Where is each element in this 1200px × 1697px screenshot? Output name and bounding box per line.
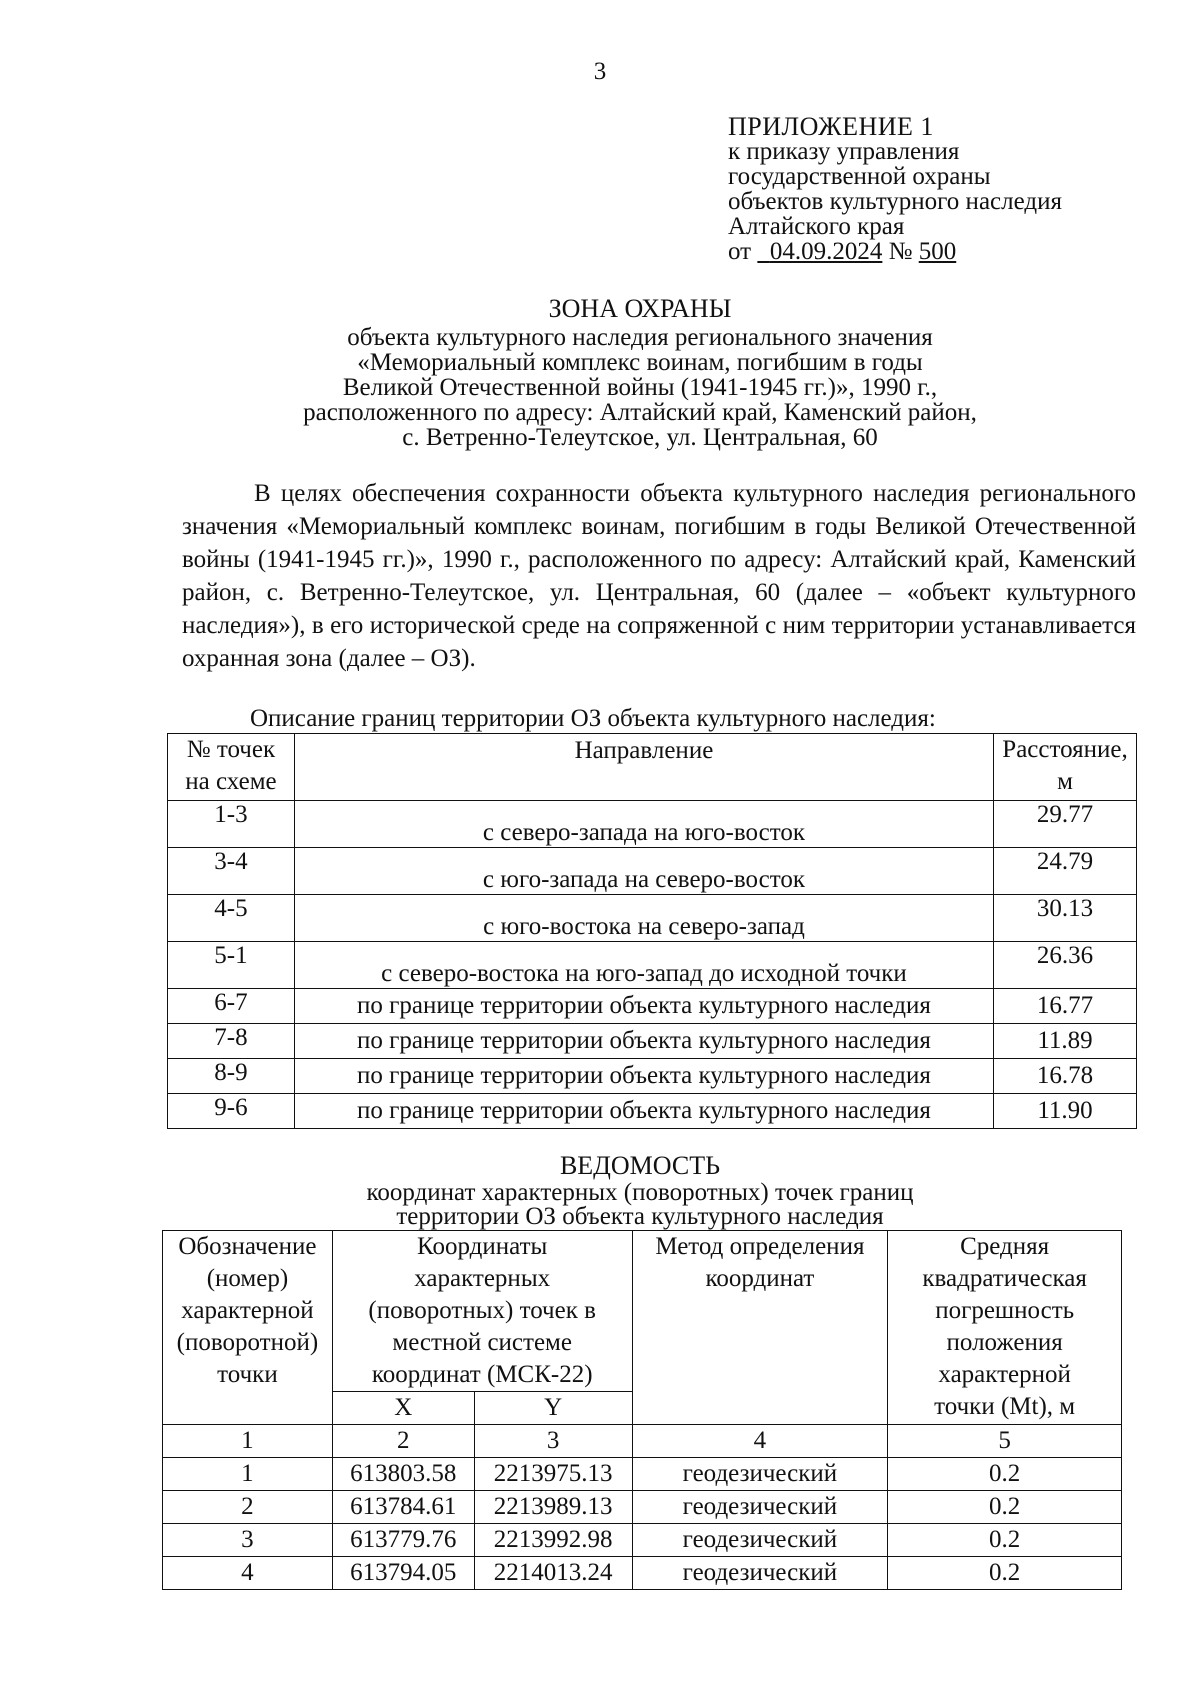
zone-line: расположенного по адресу: Алтайский край, Каменский район,: [303, 399, 977, 426]
body-paragraph: В целях обеспечения сохранности объекта культурного наследия регионального значения «Мемориальный комплекс воинам, погибшим в годы Великой Отечественной войны (1941-1945 гг.)», 1990 г., расположенного по адресу: Алтайский край, Каменский район, с. Ветренно-Телеутское, ул. Центральная, 60 (далее – «объект культурного наследия»), в его исторической среде на сопряженной с ним территории устанавливается охранная зона (далее – ОЗ).: [182, 480, 1136, 672]
coordinates-table: [162, 1230, 1122, 1590]
column-number: 5: [888, 1425, 1122, 1458]
row-distance: 26.36: [994, 942, 1137, 989]
table-row: [168, 1024, 1137, 1059]
header-y: Y: [474, 1392, 632, 1425]
row-method: геодезический: [632, 1491, 888, 1524]
row-points: 8-9: [168, 1059, 295, 1094]
row-points: 6-7: [168, 989, 295, 1024]
row-y: 2213989.13: [474, 1491, 632, 1524]
vedomost-title-block: [180, 1151, 1100, 1230]
row-error: 0.2: [888, 1524, 1122, 1557]
row-error: 0.2: [888, 1557, 1122, 1590]
appendix-date-line: [728, 239, 1148, 264]
appendix-header: [728, 114, 1148, 264]
appendix-line: Алтайского края: [728, 213, 905, 240]
row-error: 0.2: [888, 1458, 1122, 1491]
row-distance: 11.89: [994, 1024, 1137, 1059]
row-points: 9-6: [168, 1094, 295, 1129]
row-points: 5-1: [168, 942, 295, 989]
row-direction: с северо-востока на юго-запад до исходной точки: [294, 942, 993, 989]
number-label: №: [888, 238, 913, 265]
row-x: 613803.58: [332, 1458, 474, 1491]
order-date: 04.09.2024: [769, 238, 883, 265]
row-direction: по границе территории объекта культурного наследия: [294, 1024, 993, 1059]
row-point: 3: [163, 1524, 333, 1557]
row-distance: 16.77: [994, 989, 1137, 1024]
row-method: геодезический: [632, 1557, 888, 1590]
row-distance: 24.79: [994, 848, 1137, 895]
header-direction: Направление: [294, 734, 993, 801]
row-direction: по границе территории объекта культурного наследия: [294, 989, 993, 1024]
table-row: [163, 1458, 1122, 1491]
row-direction: по границе территории объекта культурного наследия: [294, 1059, 993, 1094]
table-row: [163, 1557, 1122, 1590]
appendix-title: ПРИЛОЖЕНИЕ 1: [728, 112, 934, 141]
row-y: 2214013.24: [474, 1557, 632, 1590]
row-method: геодезический: [632, 1458, 888, 1491]
row-y: 2213992.98: [474, 1524, 632, 1557]
zone-line: «Мемориальный комплекс воинам, погибшим в годы: [357, 349, 923, 376]
boundaries-table: [167, 733, 1137, 1129]
table-numbering-row: [163, 1425, 1122, 1458]
row-point: 1: [163, 1458, 333, 1491]
row-error: 0.2: [888, 1491, 1122, 1524]
row-distance: 11.90: [994, 1094, 1137, 1129]
zone-heading: ЗОНА ОХРАНЫ: [548, 294, 732, 323]
vedomost-line: территории ОЗ объекта культурного наследия: [396, 1203, 884, 1230]
table-row: [168, 895, 1137, 942]
header-coordinates: Координаты характерных (поворотных) точек в местной системе координат (МСК-22): [332, 1231, 632, 1392]
table-row: [163, 1491, 1122, 1524]
header-method: Метод определения координат: [632, 1231, 888, 1425]
row-points: 7-8: [168, 1024, 295, 1059]
row-distance: 30.13: [994, 895, 1137, 942]
zone-line: с. Ветренно-Телеутское, ул. Центральная, 60: [402, 424, 878, 451]
table-row: [168, 989, 1137, 1024]
column-number: 4: [632, 1425, 888, 1458]
row-direction: с северо-запада на юго-восток: [294, 801, 993, 848]
table-header-row: [168, 734, 1137, 801]
row-distance: 29.77: [994, 801, 1137, 848]
column-number: 3: [474, 1425, 632, 1458]
vedomost-line: координат характерных (поворотных) точек границ: [366, 1179, 914, 1206]
from-label: от: [728, 238, 752, 265]
row-x: 613784.61: [332, 1491, 474, 1524]
column-number: 2: [332, 1425, 474, 1458]
table-header-row: [163, 1231, 1122, 1392]
row-direction: по границе территории объекта культурного наследия: [294, 1094, 993, 1129]
table-row: [168, 1059, 1137, 1094]
zone-line: Великой Отечественной войны (1941-1945 гг.)», 1990 г.,: [342, 374, 938, 401]
header-distance: Расстояние, м: [994, 734, 1137, 801]
header-x: X: [332, 1392, 474, 1425]
row-point: 4: [163, 1557, 333, 1590]
table-row: [163, 1524, 1122, 1557]
header-error: Средняя квадратическая погрешность положения характерной точки (Mt), м: [888, 1231, 1122, 1425]
table-row: [168, 848, 1137, 895]
table-row: [168, 942, 1137, 989]
row-y: 2213975.13: [474, 1458, 632, 1491]
header-points: № точек на схеме: [168, 734, 295, 801]
column-number: 1: [163, 1425, 333, 1458]
row-distance: 16.78: [994, 1059, 1137, 1094]
zone-line: объекта культурного наследия регионального значения: [347, 324, 933, 351]
row-x: 613779.76: [332, 1524, 474, 1557]
row-points: 3-4: [168, 848, 295, 895]
page-number: 3: [593, 58, 607, 85]
row-x: 613794.05: [332, 1557, 474, 1590]
row-points: 4-5: [168, 895, 295, 942]
table-row: [168, 1094, 1137, 1129]
appendix-line: государственной охраны: [728, 163, 991, 190]
header-designation: Обозначение (номер) характерной (поворотной) точки: [163, 1231, 333, 1425]
zone-title-block: [180, 296, 1100, 450]
vedomost-heading: ВЕДОМОСТЬ: [559, 1151, 721, 1180]
boundaries-table-caption: Описание границ территории ОЗ объекта культурного наследия:: [250, 705, 936, 732]
table-row: [168, 801, 1137, 848]
row-points: 1-3: [168, 801, 295, 848]
row-point: 2: [163, 1491, 333, 1524]
row-direction: с юго-запада на северо-восток: [294, 848, 993, 895]
row-method: геодезический: [632, 1524, 888, 1557]
appendix-line: к приказу управления: [728, 138, 960, 165]
order-number: 500: [918, 238, 957, 265]
appendix-line: объектов культурного наследия: [728, 188, 1062, 215]
row-direction: с юго-востока на северо-запад: [294, 895, 993, 942]
